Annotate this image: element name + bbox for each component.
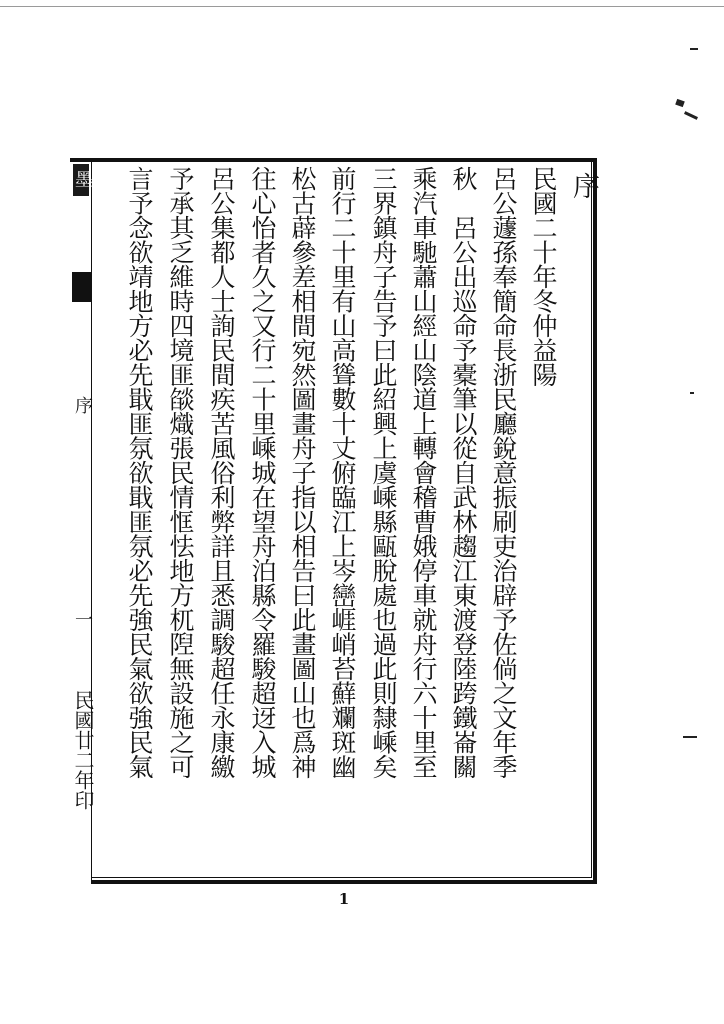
text-column-10: 予承其乏維時四境匪燄熾張民情恇怯地方杌隉無設施之可	[166, 166, 195, 779]
top-edge-rule	[0, 6, 724, 7]
text-column-4: 乘汽車馳蕭山經山陰道上轉會稽曹娥停車就舟行六十里至	[409, 166, 438, 779]
margin-title: 墨	[72, 170, 93, 188]
scan-speck	[684, 111, 698, 120]
scan-speck	[690, 392, 694, 394]
fishtail-mark	[72, 272, 92, 302]
stamp-text-2	[35, 0, 85, 1]
text-column-1: 民國二十年冬仲益陽	[529, 166, 558, 387]
text-column-2: 呂公蘧孫奉簡命長浙民廳銳意振刷吏治辟予佐倘之文年季	[489, 166, 518, 779]
heading-preface: 序	[568, 172, 599, 199]
text-column-8: 往心怡者久之又行二十里嵊城在望舟泊縣令羅駿超迓入城	[248, 166, 277, 779]
scan-speck	[675, 99, 685, 107]
text-column-9: 呂公集都人士詢民間疾苦風俗利弊詳且悉調駿超任永康繳	[207, 166, 236, 779]
text-column-3: 秋 呂公出巡命予橐筆以從自武林趨江東渡登陸跨鐵崙關	[449, 166, 478, 779]
scan-speck	[683, 736, 697, 738]
text-column-5: 三界鎮舟子告予曰此紹興上虞嵊縣甌脫處也過此則隸嵊矣	[369, 166, 398, 779]
page-number: 1	[338, 890, 350, 908]
margin-print-date: 民國廿二年印	[71, 690, 95, 810]
margin-folio: 一	[72, 610, 93, 628]
text-column-7: 松古薜參差相間宛然圖畫舟子指以相告曰此畫圖山也爲神	[288, 166, 317, 779]
scan-speck	[690, 48, 698, 50]
margin-section-label: 序	[72, 396, 93, 414]
watermark-stamp	[2, 0, 97, 49]
text-column-6: 前行二十里有山高聳數十丈俯臨江上岑巒崕峭苔蘚斕斑幽	[328, 166, 357, 779]
text-column-11: 言予念欲靖地方必先戢匪氛欲戢匪氛必先強民氣欲強民氣	[125, 166, 154, 779]
